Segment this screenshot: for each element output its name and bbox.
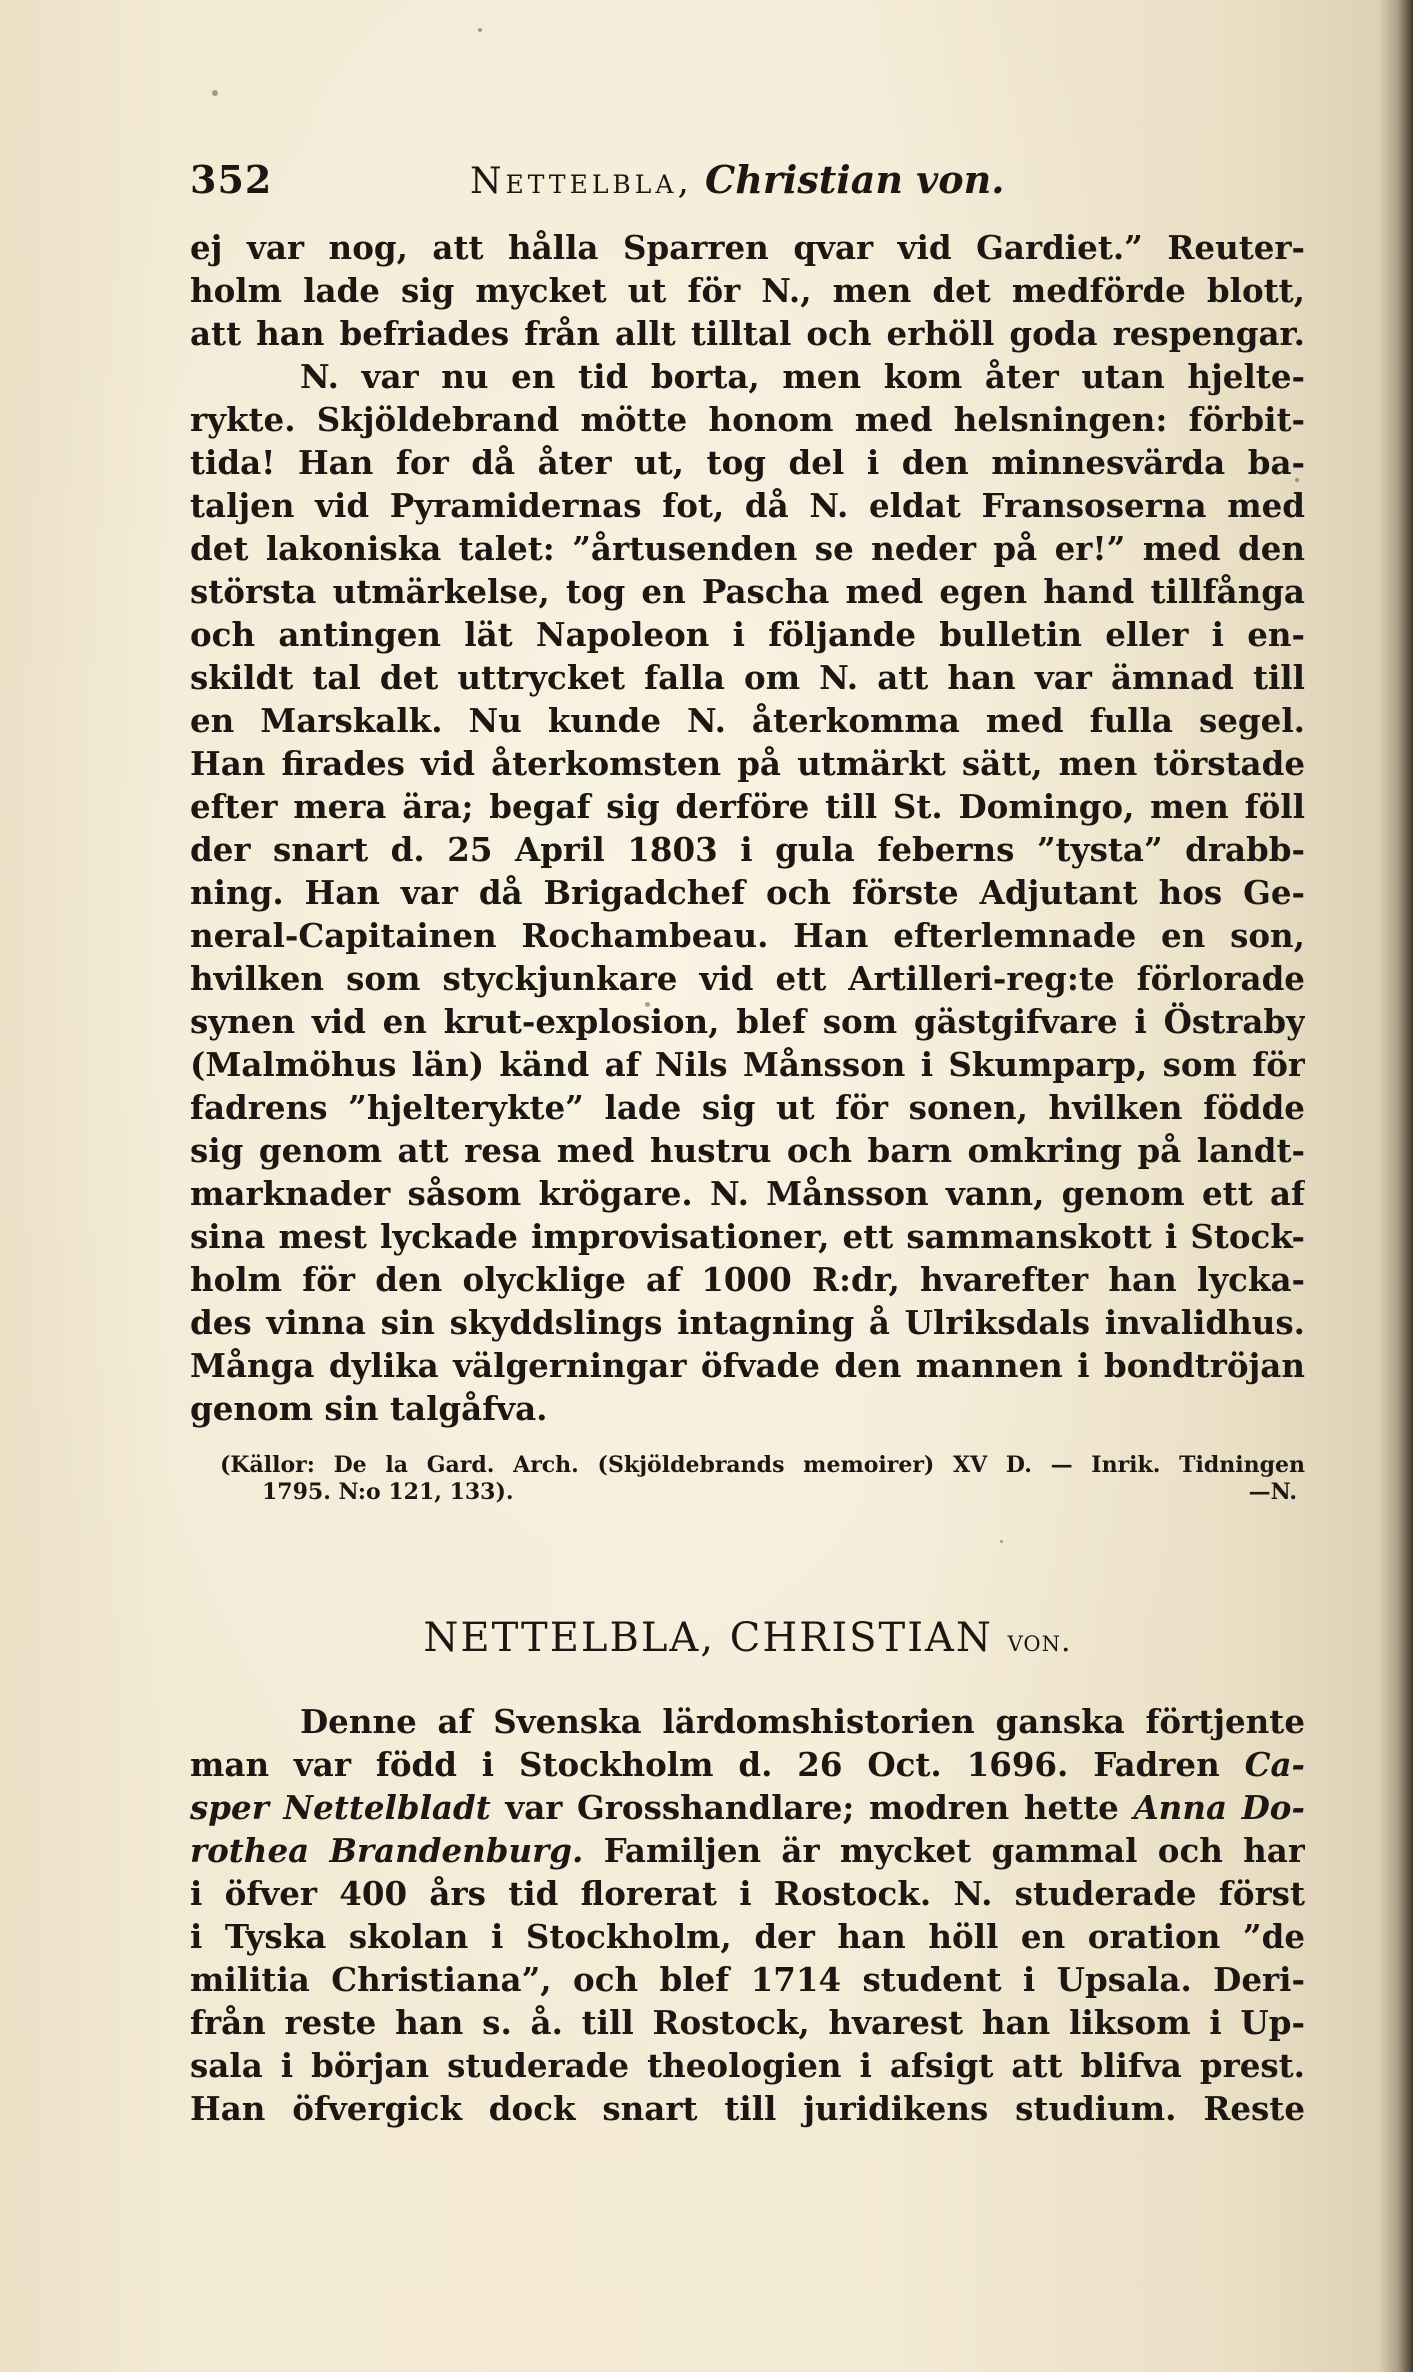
author-signature: —N.	[1248, 1479, 1297, 1505]
paper-speck	[1295, 478, 1299, 482]
paragraph-reuterholm	[190, 226, 1305, 1430]
text-line: och antingen lät Napoleon i följande bulletin eller i en-	[190, 615, 1305, 654]
text-fragment: Familjen är mycket gammal och har	[603, 1831, 1305, 1870]
text-line: efter mera ära; begaf sig derföre till St. Domingo, men föll	[190, 787, 1305, 826]
text-line: marknader såsom krögare. N. Månsson vann, genom ett af	[190, 1174, 1305, 1213]
text-line: sala i början studerade theologien i afsigt att blifva prest.	[190, 2046, 1305, 2085]
name-fragment: Anna Do-	[1133, 1788, 1305, 1827]
text-fragment: var Grosshandlare; modren hette	[505, 1788, 1119, 1827]
text-line: des vinna sin skyddslings intagning å Ulriksdals invalidhus.	[190, 1303, 1305, 1342]
text-line: N. var nu en tid borta, men kom åter utan hjelte-	[300, 357, 1305, 396]
text-line: en Marskalk. Nu kunde N. återkomma med fulla segel.	[190, 701, 1305, 740]
page-number: 352	[190, 157, 273, 202]
text-line: från reste han s. å. till Rostock, hvarest han liksom i Up-	[190, 2003, 1305, 2042]
sources-line	[190, 1479, 1305, 1506]
text-line: Han öfvergick dock snart till juridikens studium. Reste	[190, 2089, 1305, 2128]
paragraph-nettelbla	[190, 1700, 1305, 2130]
text-line: ning. Han var då Brigadchef och förste Adjutant hos Ge-	[190, 873, 1305, 912]
text-line: Denne af Svenska lärdomshistorien ganska förtjente	[300, 1702, 1305, 1741]
text-line: skildt tal det uttrycket falla om N. att han var ämnad till	[190, 658, 1305, 697]
text-line: synen vid en krut-explosion, blef som gästgifvare i Östraby	[190, 1002, 1305, 1041]
text-line: tida! Han for då åter ut, tog del i den minnesvärda ba-	[190, 443, 1305, 482]
text-line: Många dylika välgerningar öfvade den mannen i bondtröjan	[190, 1346, 1305, 1385]
paper-speck	[645, 1002, 650, 1007]
text-line: hvilken som styckjunkare vid ett Artilleri-reg:te förlorade	[190, 959, 1305, 998]
text-line	[190, 1786, 1305, 1829]
article-heading	[190, 1608, 1305, 1672]
text-line: rykte. Skjöldebrand mötte honom med helsningen: förbit-	[190, 400, 1305, 439]
text-line: ej var nog, att hålla Sparren qvar vid Gardiet.” Reuter-	[190, 228, 1305, 267]
text-line	[190, 1743, 1305, 1786]
text-line: fadrens ”hjelterykte” lade sig ut för sonen, hvilken födde	[190, 1088, 1305, 1127]
text-line: (Malmöhus län) känd af Nils Månsson i Skumparp, som för	[190, 1045, 1305, 1084]
sources-note	[190, 1452, 1305, 1506]
text-line: der snart d. 25 April 1803 i gula feberns ”tysta” drabb-	[190, 830, 1305, 869]
text-line: holm lade sig mycket ut för N., men det medförde blott,	[190, 271, 1305, 310]
text-line: Han firades vid återkomsten på utmärkt sätt, men törstade	[190, 744, 1305, 783]
text-line: sina mest lyckade improvisationer, ett sammanskott i Stock-	[190, 1217, 1305, 1256]
running-head	[190, 150, 1305, 210]
running-title-given: Christian von.	[704, 157, 1005, 202]
running-title-name: Nettelbla,	[470, 161, 693, 202]
article-heading-name: NETTELBLA, CHRISTIAN	[423, 1615, 993, 1661]
text-line: i Tyska skolan i Stockholm, der han höll en oration ”de	[190, 1917, 1305, 1956]
sources-line: (Källor: De la Gard. Arch. (Skjöldebrands memoirer) XV D. — Inrik. Tidningen	[220, 1452, 1305, 1478]
article-heading-von: von.	[1007, 1624, 1072, 1659]
text-line: taljen vid Pyramidernas fot, då N. eldat Fransoserna med	[190, 486, 1305, 525]
text-line: militia Christiana”, och blef 1714 student i Upsala. Deri-	[190, 1960, 1305, 1999]
text-fragment: man var född i Stockholm d. 26 Oct. 1696. Fadren	[190, 1745, 1220, 1784]
binding-shadow	[1379, 0, 1413, 2372]
text-line: sig genom att resa med hustru och barn omkring på landt-	[190, 1131, 1305, 1170]
text-line: neral-Capitainen Rochambeau. Han efterlemnade en son,	[190, 916, 1305, 955]
text-line: största utmärkelse, tog en Pascha med egen hand tillfånga	[190, 572, 1305, 611]
text-line: i öfver 400 års tid florerat i Rostock. N. studerade först	[190, 1874, 1305, 1913]
text-line	[190, 1829, 1305, 1872]
paper-speck	[478, 28, 482, 32]
running-title	[470, 150, 1004, 212]
paper-speck	[1000, 1540, 1003, 1543]
sources-line-text: 1795. N:o 121, 133).	[262, 1479, 514, 1505]
text-line: att han befriades från allt tilltal och erhöll goda respengar.	[190, 314, 1305, 353]
name-fragment: sper Nettelbladt	[190, 1788, 491, 1827]
paper-speck	[212, 90, 218, 96]
text-line: genom sin talgåfva.	[190, 1389, 548, 1428]
name-fragment: rothea Brandenburg.	[190, 1831, 584, 1870]
text-line: det lakoniska talet: ”årtusenden se neder på er!” med den	[190, 529, 1305, 568]
name-fragment: Ca-	[1244, 1745, 1305, 1784]
text-line: holm för den olycklige af 1000 R:dr, hvarefter han lycka-	[190, 1260, 1305, 1299]
